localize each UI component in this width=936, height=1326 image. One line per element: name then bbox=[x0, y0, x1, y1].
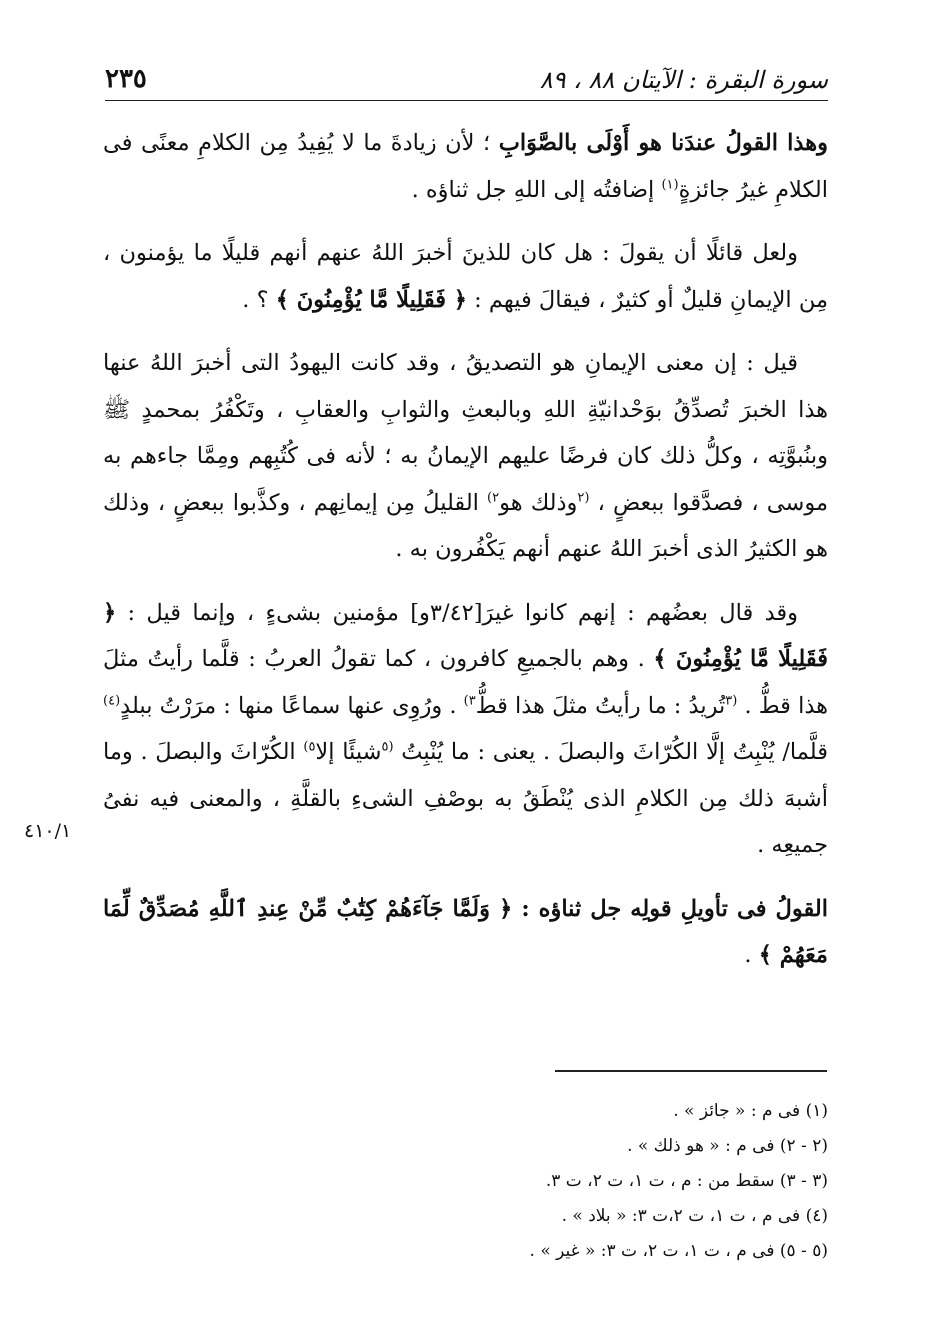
paragraph-3 bbox=[103, 340, 828, 573]
main-text bbox=[103, 120, 828, 996]
quran-verse: ﴿ فَقَلِيلًا مَّا يُؤْمِنُونَ ﴾ bbox=[103, 599, 828, 672]
footnote-ref-3-open[interactable]: (٣ bbox=[725, 693, 738, 708]
running-title: سورة البقرة : الآيتان ٨٨ ، ٨٩ bbox=[539, 66, 828, 94]
footnote-ref-3-close[interactable]: ٣) bbox=[463, 693, 476, 708]
text-span: ؛ لأن زيادةَ ما لا يُفِيدُ مِن الكلامِ معنًى فى الكلامِ غيرُ جائزةٍ bbox=[103, 130, 828, 203]
page-number: ٢٣٥ bbox=[105, 64, 147, 94]
footnote-ref-2-close[interactable]: ٢) bbox=[487, 490, 500, 505]
text-span: وذلك هو bbox=[499, 489, 578, 516]
margin-reference: ٤١٠/١ bbox=[24, 820, 72, 842]
bold-lead: القولُ فى تأويلِ قولِه جل ثناؤه : bbox=[512, 895, 828, 922]
text-span: . ورُوِى عنها سماعًا منها : مرَرْتُ ببلدٍ bbox=[120, 692, 464, 719]
text-span: إضافتُه إلى اللهِ جل ثناؤه . bbox=[411, 176, 662, 203]
text-span: ؟ . bbox=[242, 286, 276, 313]
footnotes bbox=[300, 1094, 828, 1269]
paragraph-1 bbox=[103, 120, 828, 213]
text-span: تُريدُ : ما رأيتُ مثلَ هذا قطُّ bbox=[475, 692, 726, 719]
footnote-ref-4[interactable]: (٤) bbox=[103, 693, 121, 708]
footnote-ref-2-open[interactable]: (٢ bbox=[577, 490, 590, 505]
quran-verse: ﴿ وَلَمَّا جَآءَهُمْ كِتَٰبٌ مِّنْ عِندِ ٱللَّهِ مُصَدِّقٌ لِّمَا مَعَهُمْ ﴾ bbox=[103, 895, 828, 968]
paragraph-4 bbox=[103, 590, 828, 869]
header-rule bbox=[105, 100, 828, 101]
text-span: الكُرّاثَ والبصلَ . وما أشبهَ ذلك مِن الكلامِ الذى يُنْطَقُ به بوصْفِ الشىءِ بالقلَّةِ ، والمعنى فيه نفىُ جميعِه . bbox=[103, 739, 828, 858]
paragraph-2 bbox=[103, 230, 828, 323]
footnote-4: (٤) فى م ، ت ١، ت ٢،ت ٣: « بلاد » . bbox=[561, 1206, 828, 1226]
quran-verse: ﴿ فَقَلِيلًا مَّا يُؤْمِنُونَ ﴾ bbox=[275, 286, 467, 313]
text-span: وقد قال بعضُهم : إنهم كانوا غيرَ[٣/٤٢و] مؤمنين بشىءٍ ، وإنما قيل : bbox=[116, 599, 799, 626]
footnote-separator bbox=[555, 1070, 827, 1072]
footnote-ref-5-open[interactable]: (٥ bbox=[381, 739, 394, 755]
footnote-3: (٣ - ٣) سقط من : م ، ت ١، ت ٢، ت ٣. bbox=[545, 1171, 828, 1191]
footnote-2: (٢ - ٢) فى م : « هو ذلك » . bbox=[627, 1136, 828, 1156]
text-span: . bbox=[744, 942, 759, 968]
bold-lead: وهذا القولُ عندَنا هو أَوْلَى بالصَّوَابِ bbox=[498, 130, 828, 156]
text-span: القليلُ مِن إيمانِهم ، وكذَّبوا ببعضٍ ، وذلك هو الكثيرُ الذى أخبرَ اللهُ عنهم أنهم يَكْفُرون به . bbox=[103, 489, 828, 562]
text-span: . وهم بالجميعِ كافرون ، كما تقولُ العربُ : قلَّما رأيتُ مثلَ هذا قطُّ . bbox=[103, 646, 828, 719]
footnote-1: (١) فى م : « جائز » . bbox=[673, 1101, 828, 1121]
text-span: شيئًا إلا bbox=[315, 739, 382, 765]
text-span: ولعل قائلًا أن يقولَ : هل كان للذينَ أخبرَ اللهُ عنهم أنهم قليلًا ما يؤمنون ، مِن الإيمانِ قليلٌ أو كثيرٌ ، فيقالَ فيهم : bbox=[103, 240, 828, 313]
text-span: قيل : إن معنى الإيمانِ هو التصديقُ ، وقد كانت اليهودُ التى أخبرَ اللهُ عنها هذا الخبرَ تُصدِّقُ بوَحْدانيّةِ اللهِ وبالبعثِ والثوابِ والعقابِ ، وتَكْفُرُ بمحمدٍ ﷺ وبنُبوَّتِه ، وكلُّ ذلك كان فرضًا عليهم الإيمانُ به ؛ لأنه فى كُتُبِهم ومِمَّا جاءهم به موسى ، فصدَّقوا ببعضٍ ، bbox=[103, 350, 829, 516]
text-span: قلَّما/ يُنْبِتُ إلَّا الكُرّاثَ والبصلَ . يعنى : ما يُنْبِتُ bbox=[393, 739, 828, 765]
footnote-ref-5-close[interactable]: ٥) bbox=[303, 739, 316, 755]
footnote-5: (٥ - ٥) فى م ، ت ١، ت ٢، ت ٣: « غير » . bbox=[529, 1241, 828, 1261]
page-header bbox=[105, 52, 828, 94]
footnote-ref-1[interactable]: (١) bbox=[661, 177, 679, 192]
paragraph-5 bbox=[103, 886, 828, 979]
